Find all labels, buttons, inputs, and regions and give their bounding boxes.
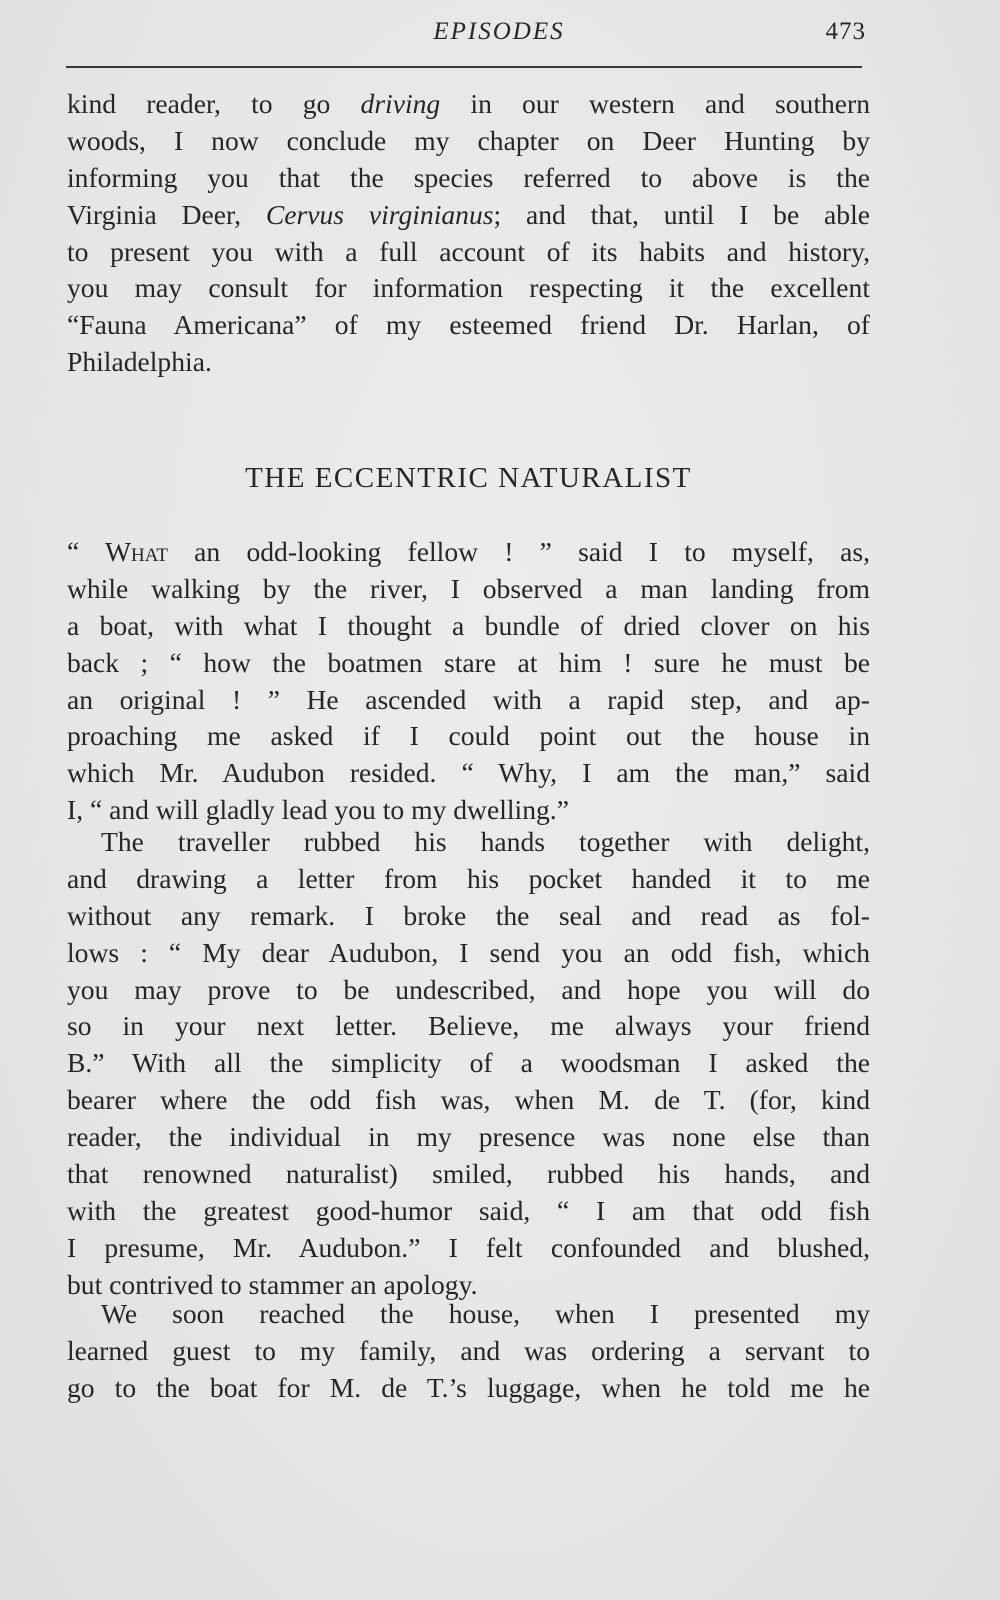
paragraph [67,1296,870,1407]
text-line: that renowned naturalist) smiled, rubbed his hands, and [67,1158,870,1190]
text-line: but contrived to stammer an apology. [67,1268,478,1300]
paragraph [67,534,870,829]
text-line: reader, the individual in my presence was none else than [67,1121,870,1153]
text-line: The traveller rubbed his hands together with delight, [101,826,870,857]
text-line: lows : “ My dear Audubon, I send you an odd fish, which [67,936,870,968]
text-line: which Mr. Audubon resided. “ Why, I am the man,” said [67,757,870,789]
paragraph [67,824,870,1304]
page-number: 473 [825,18,866,45]
text-line: kind reader, to go driving in our western and southern [67,88,871,119]
text-line: while walking by the river, I observed a man landing from [67,572,870,604]
running-head [66,18,866,52]
running-title: EPISODES [433,18,565,45]
text-line: bearer where the odd fish was, when M. de T. (for, kind [67,1084,870,1116]
text-line: learned guest to my family, and was ordering a servant to [67,1334,870,1366]
text-line: informing you that the species referred to above is the [67,161,870,193]
text-line: go to the boat for M. de T.’s luggage, when he told me he [67,1371,870,1403]
text-line: without any remark. I broke the seal and read as fol- [67,899,870,931]
italic-word-driving: driving [360,88,441,119]
section-heading: THE ECCENTRIC NATURALIST [245,462,692,494]
text-line: a boat, with what I thought a bundle of dried clover on his [67,609,870,641]
smallcaps-word: hat [131,536,168,567]
text-line: and drawing a letter from his pocket handed it to me [67,862,870,894]
text-line: I presume, Mr. Audubon.” I felt confounded and blushed, [67,1231,870,1263]
header-rule [66,66,862,68]
text-line: Virginia Deer, Cervus virginianus; and that, until I be able [67,198,870,230]
text-line: We soon reached the house, when I presented my [101,1298,870,1329]
paragraph-continued [67,86,870,381]
text-line: to present you with a full account of its habits and history, [67,235,870,267]
text-line: I, “ and will gladly lead you to my dwelling.” [67,794,569,826]
text-line: you may prove to be undescribed, and hope you will do [67,973,870,1005]
text-line: an original ! ” He ascended with a rapid step, and ap- [67,683,870,715]
text-line: woods, I now conclude my chapter on Deer Hunting by [67,124,870,156]
text-line: Philadelphia. [67,346,212,378]
text-line: so in your next letter. Believe, me always your friend [67,1010,870,1042]
text-line: with the greatest good-humor said, “ I am that odd fish [67,1194,870,1226]
text-line: “ What an odd-looking fellow ! ” said I to myself, as, [67,536,870,567]
italic-species-name: Cervus virginianus [265,198,494,230]
text-line: you may consult for information respecting it the excellent [67,272,870,304]
text-line: proaching me asked if I could point out the house in [67,720,870,752]
text-line: B.” With all the simplicity of a woodsman I asked the [67,1047,870,1079]
text-line: “Fauna Americana” of my esteemed friend Dr. Harlan, of [67,309,870,341]
text-line: back ; “ how the boatmen stare at him ! sure he must be [67,646,870,678]
